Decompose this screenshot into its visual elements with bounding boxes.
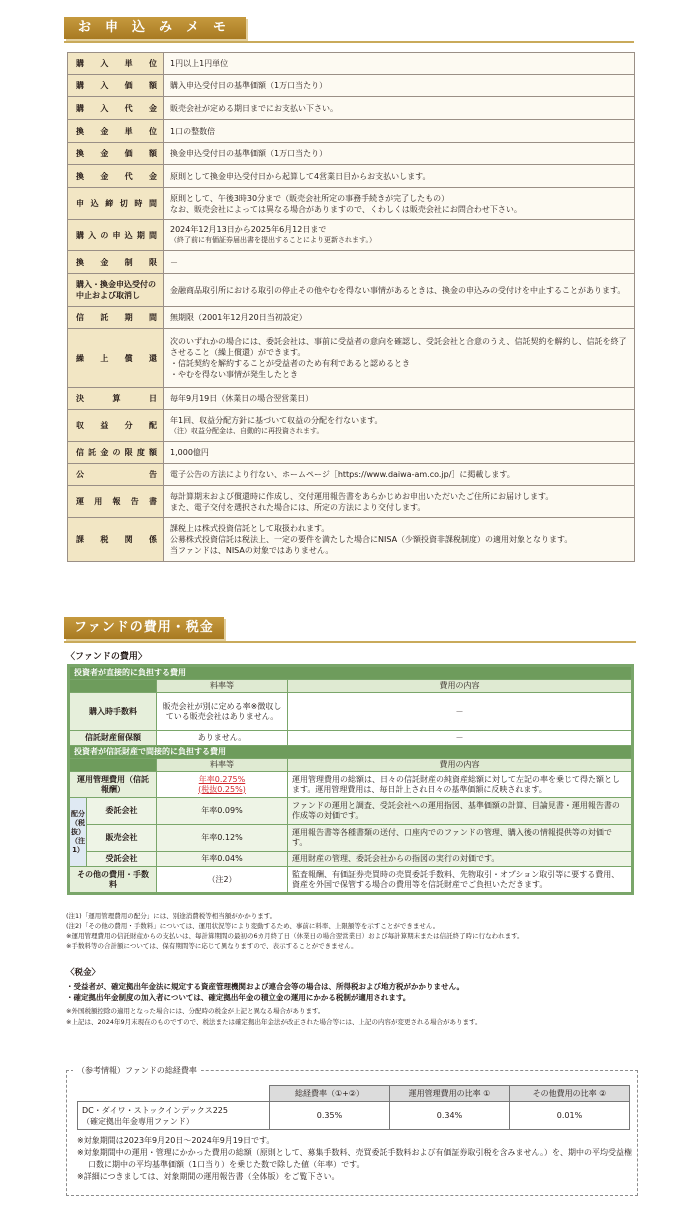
note-line: ※運用管理費用の信託財産からの支払いは、毎計算期間の最初の6カ月終了日（休業日の場合翌営業日）および毎計算期末または信託終了時に行なわれます。 xyxy=(66,932,524,940)
fee-heading-rule xyxy=(64,641,636,643)
memo-line: 2024年12月13日から2025年6月12日まで xyxy=(170,225,327,234)
memo-key: 購入・換金申込受付の中止および取消し xyxy=(68,274,164,307)
table-row xyxy=(78,1102,630,1130)
memo-value: － xyxy=(164,251,635,274)
jutaku-rate: 年率0.04% xyxy=(157,852,288,867)
indirect-cost-title: 投資者が信託財産で間接的に負担する費用 xyxy=(70,746,632,759)
memo-key: 換金制限 xyxy=(68,251,164,274)
reference-note: ※詳細につきましては、対象期間の運用報告書（全体版）をご覧下さい。 xyxy=(77,1172,340,1181)
memo-value: 換金申込受付日の基準価額（1万口当たり） xyxy=(164,143,635,165)
table-row xyxy=(70,731,632,746)
expense-ratio-table xyxy=(77,1085,630,1130)
table-row xyxy=(68,464,635,486)
tax-title: 〈税金〉 xyxy=(66,968,101,978)
other-fee-label: その他の費用・手数料 xyxy=(70,867,157,893)
memo-value: 1円以上1円単位 xyxy=(164,53,635,75)
itaku-label: 委託会社 xyxy=(87,798,157,825)
itaku-desc: ファンドの運用と調査、受託会社への運用指図、基準価額の計算、目論見書・運用報告書の作成等の対価です。 xyxy=(288,798,632,825)
reference-notes xyxy=(77,1135,633,1183)
table-row xyxy=(68,486,635,518)
memo-line: 毎計算期末および償還時に作成し、交付運用報告書をあらかじめお申出いただいたご住所にお届けします。 xyxy=(170,491,554,501)
fund-name-line: DC・ダイワ・ストックインデックス225 xyxy=(82,1105,228,1115)
fund-name-line: （確定拠出年金専用ファンド） xyxy=(82,1116,194,1126)
memo-key: 運用報告書 xyxy=(68,486,164,518)
memo-section-header xyxy=(64,16,634,40)
memo-key: 信託期間 xyxy=(68,307,164,329)
memo-value: 販売会社が定める期日までにお支払い下さい。 xyxy=(164,97,635,120)
table-row xyxy=(70,867,632,893)
memo-key: 収益分配 xyxy=(68,410,164,442)
reserve-label: 信託財産留保額 xyxy=(70,731,157,746)
tax-bullet: ・確定拠出年金制度の加入者については、確定拠出年金の積立金の運用にかかる税制が適用されます。 xyxy=(66,993,411,1002)
fee-table-frame xyxy=(67,664,634,895)
memo-value xyxy=(164,410,635,442)
table-row xyxy=(68,143,635,165)
table-row xyxy=(70,667,632,680)
table-row xyxy=(68,97,635,120)
reference-box xyxy=(66,1066,638,1196)
jutaku-label: 受託会社 xyxy=(87,852,157,867)
fee-heading: ファンドの費用・税金 xyxy=(64,617,224,639)
table-row xyxy=(68,251,635,274)
memo-value: 1口の整数倍 xyxy=(164,120,635,143)
reserve-desc: － xyxy=(288,731,632,746)
table-row xyxy=(70,680,632,693)
memo-line: また、電子交付を選択された場合には、所定の方法により交付します。 xyxy=(170,502,426,512)
purchase-fee-rate: 販売会社が別に定める率※徴収している販売会社はありません。 xyxy=(157,693,288,731)
table-row xyxy=(70,772,632,798)
memo-line: 課税上は株式投資信託として取扱われます。 xyxy=(170,524,330,533)
memo-key: 換金単位 xyxy=(68,120,164,143)
memo-value: 購入申込受付日の基準価額（1万口当たり） xyxy=(164,75,635,97)
table-row xyxy=(70,693,632,731)
memo-line: 年1回、収益分配方針に基づいて収益の分配を行ないます。 xyxy=(170,415,383,425)
mgmt-ratio-value: 0.34% xyxy=(390,1102,510,1130)
memo-key: 決算日 xyxy=(68,388,164,410)
reserve-rate: ありません。 xyxy=(157,731,288,746)
other-fee-rate: （注2） xyxy=(157,867,288,893)
tax-note: ※外国税額控除の適用となった場合には、分配時の税金が上記と異なる場合があります。 xyxy=(66,1007,325,1015)
reference-note: ※対象期間は2023年9月20日～2024年9月19日です。 xyxy=(77,1136,275,1145)
table-row xyxy=(68,410,635,442)
table-row xyxy=(70,759,632,772)
memo-line: 次のいずれかの場合には、委託会社は、事前に受益者の意向を確認し、受託会社と合意のうえ、信託契約を解約し、信託を終了させること（繰上償還）ができます。 xyxy=(170,337,627,357)
alloc-label: 配分（税抜）（注1） xyxy=(70,798,87,867)
table-row xyxy=(70,825,632,852)
memo-value xyxy=(164,220,635,251)
memo-key: 換金代金 xyxy=(68,165,164,188)
mgmt-fee-rate xyxy=(157,772,288,798)
table-row xyxy=(68,53,635,75)
total-ratio-header: 総経費率（①+②） xyxy=(270,1086,390,1102)
reference-note: ※対象期間中の運用・管理にかかった費用の総額（原則として、募集手数料、売買委託手数料および有価証券取引税を含みません。）を、期中の平均受益権口数に期中の平均基準価額（1口当り）を乗じた数で除した値（年率）です。 xyxy=(77,1148,633,1169)
memo-key: 換金価額 xyxy=(68,143,164,165)
mgmt-ratio-header: 運用管理費用の比率 ① xyxy=(390,1086,510,1102)
table-row xyxy=(68,188,635,220)
memo-value xyxy=(164,486,635,518)
note-line: (注2)「その他の費用・手数料」については、運用状況等により変動するため、事前に料率、上限額等を示すことができません。 xyxy=(66,922,440,930)
tax-note: ※上記は、2024年9月末現在のものですので、税法または確定拠出年金法が改正された場合等には、上記の内容が変更される場合があります。 xyxy=(66,1018,482,1026)
table-row xyxy=(70,852,632,867)
tax-bullet: ・受益者が、確定拠出年金法に規定する資産管理機関および連合会等の場合は、所得税および地方税がかかりません。 xyxy=(66,982,464,991)
blank-cell xyxy=(70,680,157,693)
col-rate-header: 料率等 xyxy=(157,759,288,772)
memo-line: 公募株式投資信託は税法上、一定の要件を満たした場合にNISA（少額投資非課税制度）の適用対象となります。 xyxy=(170,535,573,544)
table-row xyxy=(68,220,635,251)
memo-value: 無期限（2001年12月20日当初設定） xyxy=(164,307,635,329)
memo-key: 購入の申込期間 xyxy=(68,220,164,251)
memo-heading-rule xyxy=(64,41,634,43)
memo-line: なお、販売会社によっては異なる場合がありますので、くわしくは販売会社にお問合わせ下さい。 xyxy=(170,204,522,214)
mgmt-rate-excl-tax: (税抜0.25%) xyxy=(198,784,246,794)
blank-cell xyxy=(78,1086,270,1102)
hanbai-rate: 年率0.12% xyxy=(157,825,288,852)
memo-bullet: ・信託契約を解約することが受益者のため有利であると認めるとき xyxy=(170,359,410,368)
table-row xyxy=(68,274,635,307)
table-row xyxy=(68,329,635,388)
col-rate-header: 料率等 xyxy=(157,680,288,693)
table-row xyxy=(70,798,632,825)
total-ratio-value: 0.35% xyxy=(270,1102,390,1130)
memo-key: 購入単位 xyxy=(68,53,164,75)
fee-subtitle: 〈ファンドの費用〉 xyxy=(66,652,147,662)
purchase-fee-desc: － xyxy=(288,693,632,731)
fee-table xyxy=(69,666,632,893)
other-ratio-value: 0.01% xyxy=(510,1102,630,1130)
memo-key: 繰上償還 xyxy=(68,329,164,388)
memo-value: 金融商品取引所における取引の停止その他やむを得ない事情があるときは、換金の申込みの受付けを中止することがあります。 xyxy=(164,274,635,307)
memo-key: 課税関係 xyxy=(68,518,164,562)
note-line: (注1)「運用管理費用の配分」には、別途消費税等相当額がかかります。 xyxy=(66,912,277,920)
tax-block xyxy=(66,968,636,1028)
table-row xyxy=(68,165,635,188)
col-desc-header: 費用の内容 xyxy=(288,680,632,693)
memo-key: 信託金の限度額 xyxy=(68,442,164,464)
reference-title: （参考情報）ファンドの総経費率 xyxy=(73,1065,201,1076)
itaku-rate: 年率0.09% xyxy=(157,798,288,825)
direct-cost-title: 投資者が直接的に負担する費用 xyxy=(70,667,632,680)
memo-key: 購入価額 xyxy=(68,75,164,97)
table-row xyxy=(68,388,635,410)
other-ratio-header: その他費用の比率 ② xyxy=(510,1086,630,1102)
table-row xyxy=(68,442,635,464)
memo-value xyxy=(164,329,635,388)
note-line: ※手数料等の合計額については、保有期間等に応じて異なりますので、表示することができません。 xyxy=(66,942,358,950)
other-fee-desc: 監査報酬、有価証券売買時の売買委託手数料、先物取引・オプション取引等に要する費用、資産を外国で保管する場合の費用等を信託財産でご負担いただきます。 xyxy=(288,867,632,893)
table-row xyxy=(70,746,632,759)
memo-key: 購入代金 xyxy=(68,97,164,120)
fee-section-header xyxy=(64,616,636,640)
memo-value xyxy=(164,188,635,220)
memo-value xyxy=(164,518,635,562)
table-row xyxy=(68,120,635,143)
memo-line: （注）収益分配金は、自動的に再投資されます。 xyxy=(170,426,324,435)
memo-value: 毎年9月19日（休業日の場合翌営業日） xyxy=(164,388,635,410)
mgmt-fee-desc: 運用管理費用の総額は、日々の信託財産の純資産総額に対して左記の率を乗じて得た額とします。運用管理費用は、毎日計上され日々の基準価額に反映されます。 xyxy=(288,772,632,798)
memo-table xyxy=(67,52,635,562)
memo-line: 原則として、午後3時30分まで（販売会社所定の事務手続きが完了したもの） xyxy=(170,193,450,203)
memo-value: 1,000億円 xyxy=(164,442,635,464)
memo-line: 当ファンドは、NISAの対象ではありません。 xyxy=(170,546,334,555)
jutaku-desc: 運用財産の管理、委託会社からの指図の実行の対価です。 xyxy=(288,852,632,867)
table-row xyxy=(68,307,635,329)
table-row xyxy=(78,1086,630,1102)
fee-notes xyxy=(66,911,636,951)
memo-value: 電子公告の方法により行ない、ホームページ［https://www.daiwa-am.co.jp/］に掲載します。 xyxy=(164,464,635,486)
memo-key: 公告 xyxy=(68,464,164,486)
memo-line: （終了前に有価証券届出書を提出することにより更新されます。） xyxy=(170,236,376,244)
hanbai-desc: 運用報告書等各種書類の送付、口座内でのファンドの管理、購入後の情報提供等の対価です。 xyxy=(288,825,632,852)
memo-value: 原則として換金申込受付日から起算して4営業日目からお支払いします。 xyxy=(164,165,635,188)
hanbai-label: 販売会社 xyxy=(87,825,157,852)
fund-name xyxy=(78,1102,270,1130)
memo-key: 申込締切時間 xyxy=(68,188,164,220)
purchase-fee-label: 購入時手数料 xyxy=(70,693,157,731)
memo-bullet: ・やむを得ない事情が発生したとき xyxy=(170,370,298,379)
blank-cell xyxy=(70,759,157,772)
table-row xyxy=(68,518,635,562)
col-desc-header: 費用の内容 xyxy=(288,759,632,772)
memo-heading: お申込みメモ xyxy=(64,17,246,39)
mgmt-rate-incl-tax: 年率0.275% xyxy=(198,774,246,784)
mgmt-fee-label: 運用管理費用（信託報酬） xyxy=(70,772,157,798)
table-row xyxy=(68,75,635,97)
